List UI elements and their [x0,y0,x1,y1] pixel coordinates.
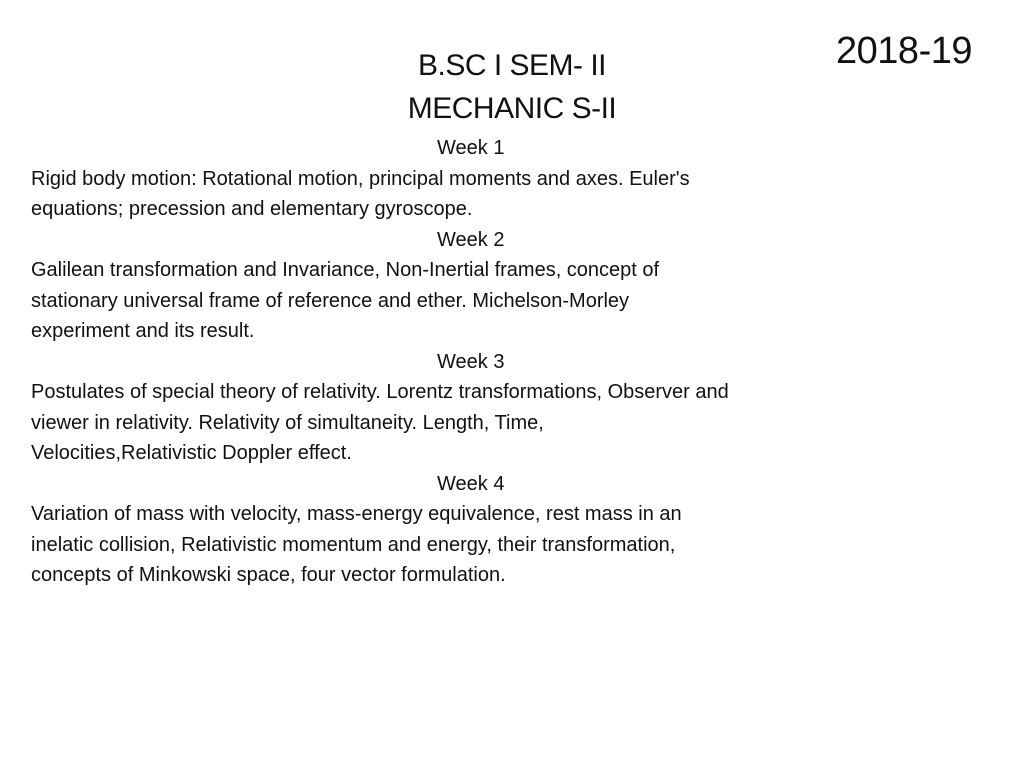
description-line: stationary universal frame of reference and ether. Michelson-Morley [31,289,630,312]
course-title: B.SC I SEM- II [417,49,607,82]
week-section [31,347,961,469]
week-heading: Week 1 [437,137,505,159]
description-line: Rigid body motion: Rotational motion, principal moments and axes. Euler's [31,167,690,190]
description-line: Galilean transformation and Invariance, Non-Inertial frames, concept of [31,259,660,281]
description-line: viewer in relativity. Relativity of simultaneity. Length, Time, [31,411,544,434]
description-line: Velocities,Relativistic Doppler effect. [31,442,352,464]
week-heading: Week 2 [437,228,505,251]
academic-year: 2018-19 [836,30,972,72]
week-section [31,469,961,591]
description-line: Variation of mass with velocity, mass-energy equivalence, rest mass in an [31,503,682,525]
week-description [31,499,961,591]
week-section [31,225,961,347]
week-description [31,377,961,469]
week-heading: Week 3 [437,350,505,373]
description-line: Postulates of special theory of relativity. Lorentz transformations, Observer and [31,381,729,403]
description-line: experiment and its result. [31,320,255,342]
description-line: equations; precession and elementary gyroscope. [31,198,473,220]
week-section [31,133,961,225]
title-block [0,44,1024,130]
description-line: inelatic collision, Relativistic momentum and energy, their transformation, [31,533,676,556]
week-heading: Week 4 [437,472,505,495]
week-description [31,255,961,347]
subject-title: MECHANIC S-II [407,92,617,125]
week-description [31,164,961,225]
syllabus-content [31,133,961,591]
description-line: concepts of Minkowski space, four vector formulation. [31,564,506,586]
